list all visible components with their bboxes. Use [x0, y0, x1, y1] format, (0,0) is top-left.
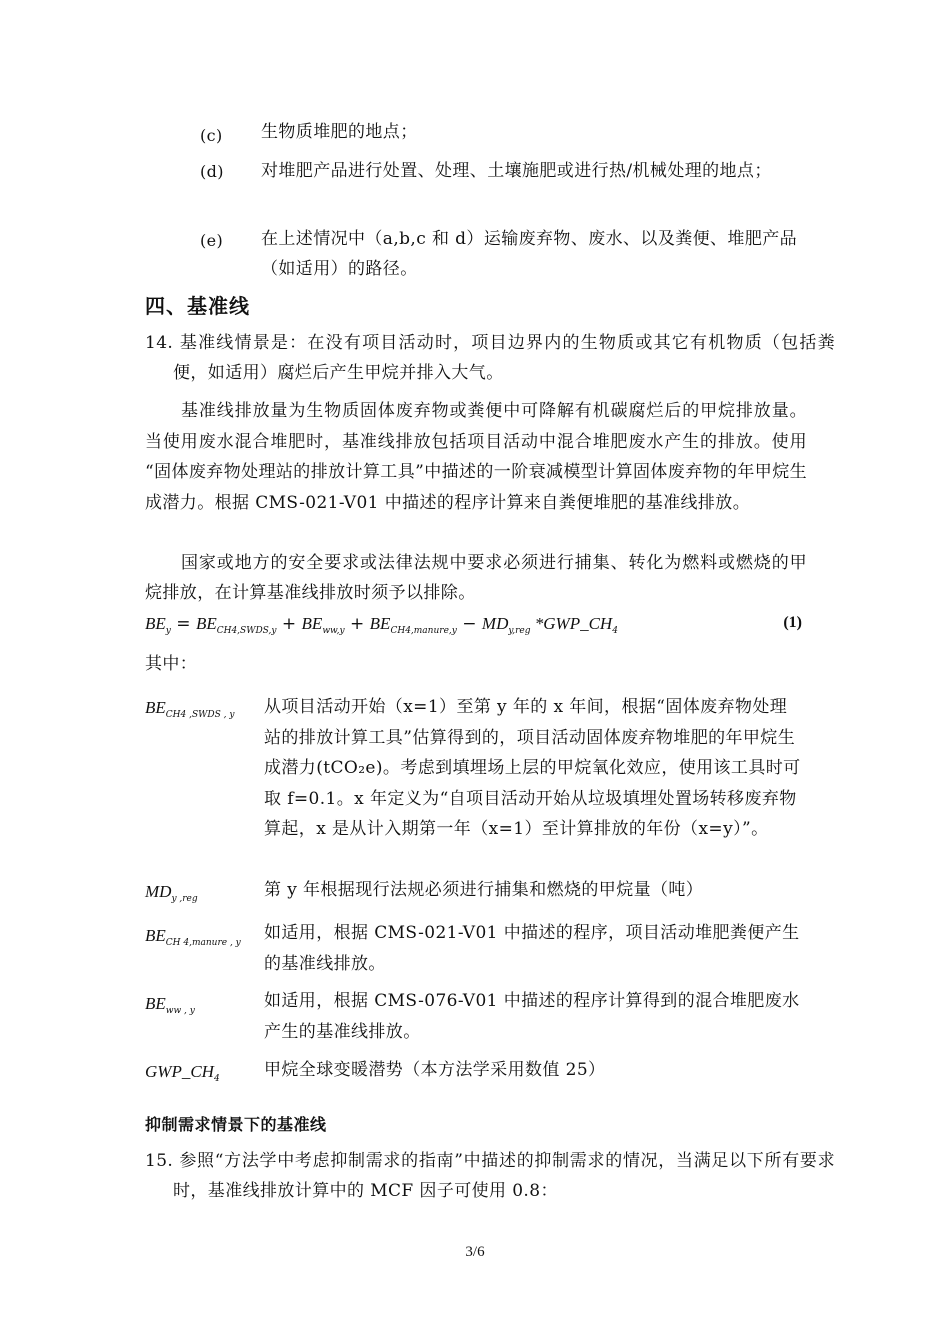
section-heading: 四、基准线 — [145, 294, 250, 318]
def-text-be-manure: 如适用，根据 CMS-021-V01 中描述的程序，项目活动堆肥粪便产生的基准线排放。 — [264, 923, 800, 974]
page-number: 3/6 — [465, 1244, 485, 1260]
list-label-d: (d) — [200, 162, 224, 181]
list-text-e: 在上述情况中（a,b,c 和 d）运输废弃物、废水、以及粪便、堆肥产品（如适用）的路径。 — [261, 229, 798, 279]
def-symbol-md: $MD_{y ,reg}$ — [145, 882, 198, 904]
def-text-md: 第 y 年根据现行法规必须进行捕集和燃烧的甲烷量（吨） — [264, 880, 704, 900]
def-symbol-be-manure: $BE_{CH 4,manure , y}$ — [145, 926, 241, 948]
paragraph-safety: 国家或地方的安全要求或法律法规中要求必须进行捕集、转化为燃料或燃烧的甲烷排放，在计算基准线排放时须予以排除。 — [145, 553, 807, 603]
paragraph-14: 14. 基准线情景是：在没有项目活动时，项目边界内的生物质或其它有机物质（包括粪便，如适用）腐烂后产生甲烷并排入大气。 — [145, 333, 835, 383]
list-text-c: 生物质堆肥的地点； — [261, 122, 418, 142]
list-text-d: 对堆肥产品进行处置、处理、土壤施肥或进行热/机械处理的地点； — [261, 161, 772, 181]
def-text-gwp: 甲烷全球变暖潜势（本方法学采用数值 25） — [264, 1060, 606, 1080]
def-symbol-be-swds: $BE_{CH4 ,SWDS , y}$ — [145, 698, 235, 720]
def-text-be-ww: 如适用，根据 CMS-076-V01 中描述的程序计算得到的混合堆肥废水产生的基准线排放。 — [264, 991, 800, 1042]
where-label: 其中： — [145, 654, 198, 674]
equation-1: $BE_y = BE_{CH4,SWDS,y} + BE_{ww,y} + BE_{CH4,manure,y} - MD_{y,reg}$ $*GWP\_CH_4$ — [145, 614, 618, 636]
paragraph-15: 15. 参照“方法学中考虑抑制需求的指南”中描述的抑制需求的情况，当满足以下所有要求时，基准线排放计算中的 MCF 因子可使用 0.8： — [145, 1151, 835, 1201]
paragraph-baseline: 基准线排放量为生物质固体废弃物或粪便中可降解有机碳腐烂后的甲烷排放量。当使用废水混合堆肥时，基准线排放包括项目活动中混合堆肥废水产生的排放。使用 “固体废弃物处理站的排放计算工具”中描述的一阶衰减模型计算固体废弃物的年甲烷生成潜力。根据 CMS-021-V01 中描述的程序计算来自粪便堆肥的基准线排放。 — [145, 401, 807, 513]
def-symbol-be-ww: $BE_{ww , y}$ — [145, 994, 195, 1016]
subheading-suppressed-demand: 抑制需求情景下的基准线 — [145, 1115, 327, 1134]
list-label-c: (c) — [200, 126, 223, 145]
list-label-e: (e) — [200, 231, 224, 250]
def-symbol-gwp: $GWP\_CH_4$ — [145, 1062, 220, 1084]
equation-number: (1) — [783, 614, 802, 631]
def-text-be-swds: 从项目活动开始（x=1）至第 y 年的 x 年间，根据“固体废弃物处理站的排放计算工具”估算得到的，项目活动固体废弃物堆肥的年甲烷生成潜力(tCO₂e)。考虑到填埋场上层的甲烷氧化效应，使用该工具时可取 f=0.1。x 年定义为“自项目活动开始从垃圾填埋处置场转移废弃物算起，x 是从计入期第一年（x=1）至计算排放的年份（x=y）”。 — [264, 697, 801, 839]
